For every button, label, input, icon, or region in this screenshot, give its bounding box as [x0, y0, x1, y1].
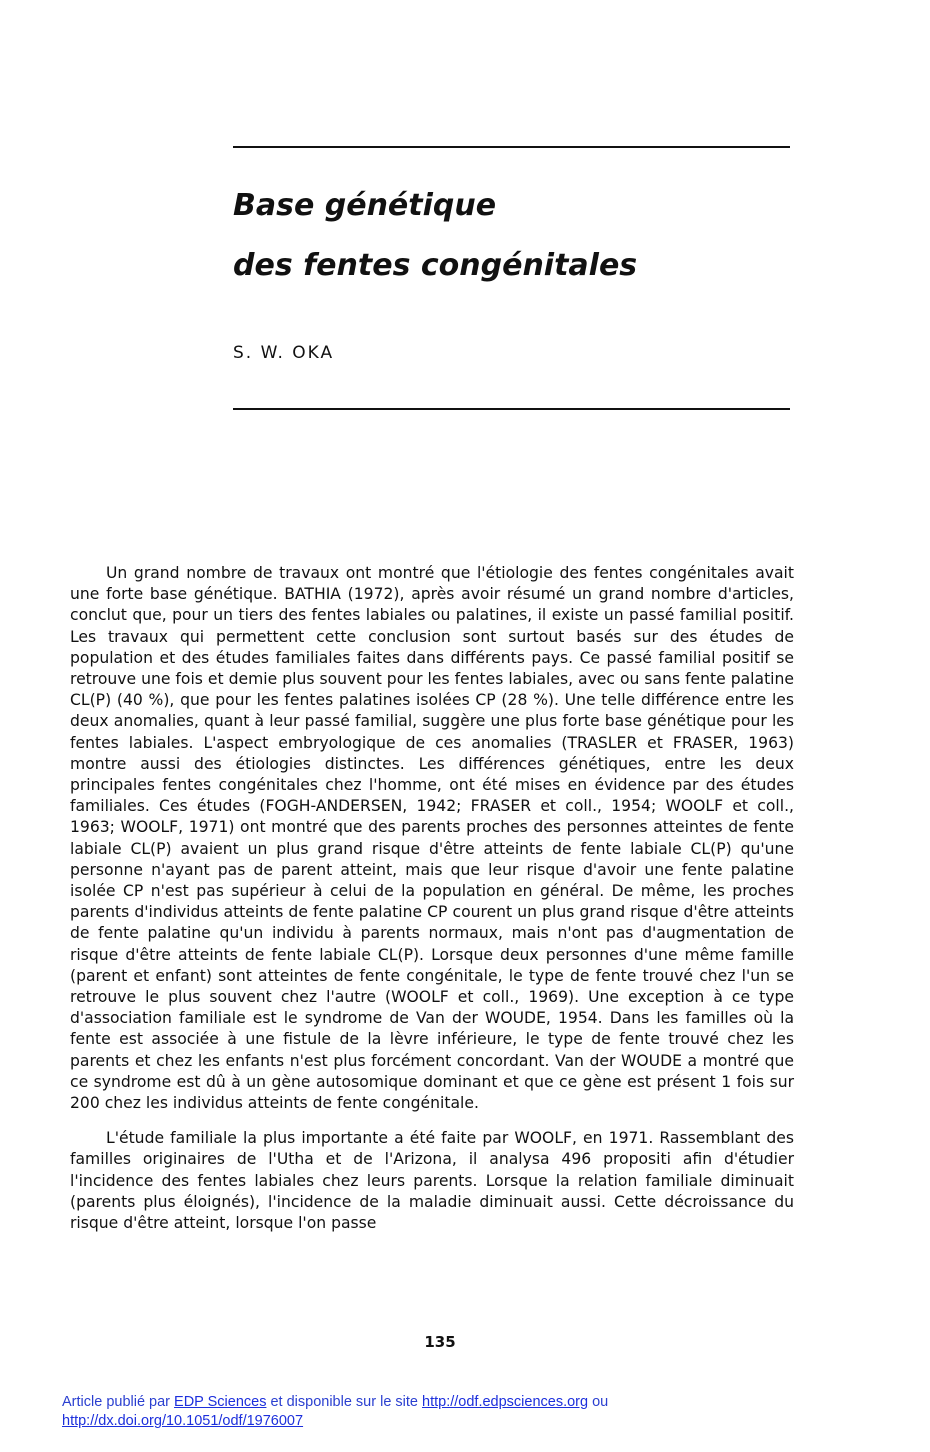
top-rule	[233, 146, 790, 148]
article-body	[70, 563, 794, 1234]
body-paragraph-1: Un grand nombre de travaux ont montré que l'étiologie des fentes congénitales avait une forte base génétique. BATHIA (1972), après avoir résumé un grand nombre d'articles, conclut que, pour un tiers des fentes labiales ou palatines, il existe un passé familial positif. Les travaux qui permettent cette conclusion sont surtout basés sur des études de population et des études familiales faites dans différents pays. Ce passé familial positif se retrouve une fois et demie plus souvent pour les fentes labiales, avec ou sans fente palatine CL(P) (40 %), que pour les fentes palatines isolées CP (28 %). Une telle différence entre les deux anomalies, quant à leur passé familial, suggère une plus forte base génétique pour les fentes labiales. L'aspect embryologique de ces anomalies (TRASLER et FRASER, 1963) montre aussi des étiologies distinctes. Les différences génétiques, entre les deux principales fentes congénitales chez l'homme, ont été mises en évidence par des études familiales. Ces études (FOGH-ANDERSEN, 1942; FRASER et coll., 1954; WOOLF et coll., 1963; WOOLF, 1971) ont montré que des parents proches des personnes atteintes de fente labiale CL(P) avaient un plus grand risque d'être atteints de fente labiale CL(P) qu'une personne n'ayant pas de parent atteint, mais que leur risque d'avoir une fente palatine isolée CP n'est pas supérieur à celui de la population en général. De même, les proches parents d'individus atteints de fente palatine CP courent un plus grand risque d'être atteints de fente palatine qu'un individu à parents normaux, mais n'ont pas d'augmentation de risque d'être atteints de fente labiale CL(P). Lorsque deux personnes d'une même famille (parent et enfant) sont atteintes de fente congénitale, le type de fente trouvé chez l'un se retrouve le plus souvent chez l'autre (WOOLF et coll., 1969). Une exception à ce type d'association familiale est le syndrome de Van der WOUDE, 1954. Dans les familles où la fente est associée à une fistule de la lèvre inférieure, le type de fente trouvé chez les parents et chez les enfants n'est plus forcément concordant. Van der WOUDE a montré que ce syndrome est dû à un gène autosomique dominant et que ce gène est présent 1 fois sur 200 chez les individus atteints de fente congénitale.	[70, 564, 794, 1113]
article-title-line-1: Base génétique	[233, 188, 497, 223]
site-link[interactable]: http://odf.edpsciences.org	[422, 1394, 589, 1410]
author-name: S. W. OKA	[233, 343, 335, 363]
footer-suffix: ou	[588, 1394, 609, 1410]
footer-notice	[62, 1393, 922, 1431]
body-paragraph-2: L'étude familiale la plus importante a été faite par WOOLF, en 1971. Rassemblant des familles originaires de l'Utha et de l'Arizona, il analysa 496 propositi afin d'étudier l'incidence des fentes labiales chez leurs parents. Lorsque la relation familiale diminuait (parents plus éloignés), l'incidence de la maladie diminuait aussi. Cette décroissance du risque d'être atteint, lorsque l'on passe	[70, 1129, 794, 1233]
article-title-line-2: des fentes congénitales	[233, 248, 638, 283]
doi-link[interactable]: http://dx.doi.org/10.1051/odf/1976007	[62, 1413, 304, 1429]
footer-prefix: Article publié par	[62, 1394, 175, 1410]
footer-middle: et disponible sur le site	[266, 1394, 423, 1410]
page-number: 135	[424, 1333, 456, 1351]
publisher-link[interactable]: EDP Sciences	[174, 1394, 267, 1410]
bottom-rule	[233, 408, 790, 410]
